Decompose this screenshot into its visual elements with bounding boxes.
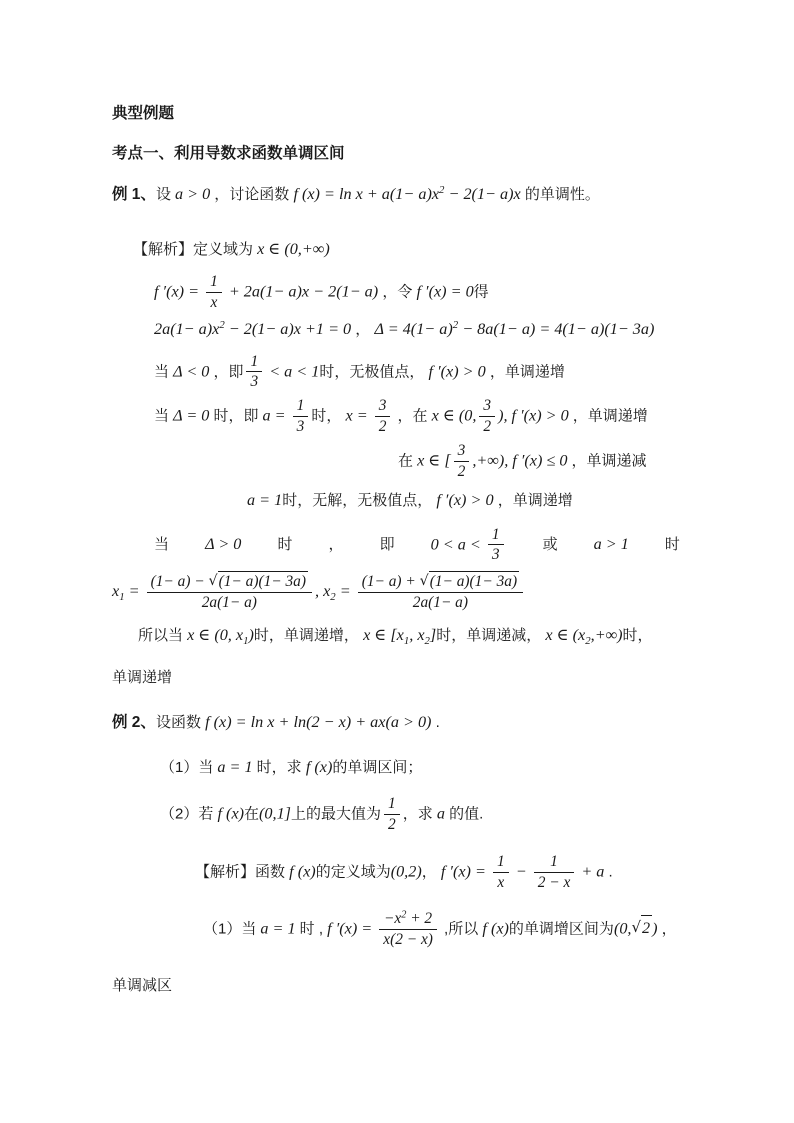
subscript: 2 [585,634,591,647]
text-run: ， [328,535,344,553]
sqrt-content [218,571,308,592]
math-run: 3 [378,397,387,415]
text-run: （1）当 [160,758,214,776]
text-run: ，单调递增 [493,491,573,509]
text-run: ， [421,863,441,881]
subscript: 1 [119,590,125,603]
math-run: f (x) = ln x + ln(2 − x) + ax(a > 0) [205,712,432,731]
math-run: (0, [613,919,632,938]
fraction-denominator [246,372,262,392]
math-run: = [335,581,355,600]
math-run: 3 [483,397,492,415]
math-run: x [210,293,218,311]
text-run: 设 [155,186,171,203]
example2-solution-domain [195,852,682,893]
math-run: f (x) [289,862,316,881]
math-run: f ′(x) = [327,919,377,938]
fraction-numerator [379,909,437,930]
math-run: 1 [388,794,396,812]
radical-sign-icon: √ [208,573,218,590]
math-run: (1− a)(1− 3a) [429,573,518,591]
subscript: 1 [403,634,410,647]
token-group [380,533,395,557]
math-run: 2 [378,418,387,436]
fraction-denominator [534,873,575,893]
sqrt-content [429,571,519,592]
math-run: f (x) [217,804,245,823]
example2-part1 [160,755,682,780]
example2-part2 [160,794,682,835]
case-a-equals-1 [247,488,682,513]
math-run: 2 [388,815,396,833]
fraction-numerator [206,272,222,293]
text-run: 的单调增区间为 [508,920,614,938]
math-run: ), f ′(x) > 0 [498,406,573,425]
math-run: Δ = 0 [169,406,214,425]
superscript: 2 [439,184,445,196]
text-run: 上的最大值为 [290,805,381,823]
fraction-numerator [488,525,504,546]
math-run: f (x) [305,757,333,776]
bold-text-run: 典型例题 [112,105,175,122]
document-body [112,102,682,998]
text-run: 所以当 [138,626,184,644]
token-group [154,533,169,557]
subscript: 1 [243,634,249,647]
sqrt-expression [209,571,308,592]
math-run: Δ < 0 [169,361,214,380]
math-run: a = 1 [247,490,283,509]
math-run: x(2 − x) [383,930,433,948]
text-run: ，令 [378,283,417,301]
math-run: 1 [491,525,500,543]
math-run: − 2(1− a)x [444,185,521,203]
text-run: 在 [398,452,414,470]
fraction-denominator [384,815,400,835]
math-run: x [112,581,120,600]
math-run: (1− a) − [150,573,209,591]
fraction-denominator [375,417,391,437]
fraction-denominator [454,462,470,482]
fraction [147,571,312,613]
math-run: 2a(1− a)x [154,319,220,338]
fraction [358,571,523,613]
subscript: 2 [330,590,336,603]
fraction [384,794,400,835]
math-run: f ′(x) > 0 [428,361,486,380]
math-run: + 2a(1− a)x − 2(1− a) [224,282,379,301]
fraction [293,396,309,437]
math-run: − 8a(1− a) = 4(1− a)(1− 3a) [458,319,655,338]
fraction [534,852,575,893]
math-run: ] [429,625,437,644]
math-run: a = [258,406,290,425]
example1-conclusion-cont [112,666,682,690]
text-run: 的值. [444,805,484,823]
bold-text-run: 例 1、 [112,186,156,203]
math-run: (1− a) + [361,573,420,591]
superscript: 2 [452,318,459,331]
math-run: 2 [483,418,492,436]
fraction-denominator [493,873,509,893]
radical-sign-icon: √ [419,573,429,590]
fraction-numerator [384,794,400,815]
fraction-numerator [534,852,575,873]
fraction [375,396,391,437]
fraction-numerator [493,852,509,873]
case-delta-zero-increase [154,396,682,437]
fraction-numerator [246,352,262,373]
fraction-denominator [293,417,309,437]
math-run: 3 [250,373,259,391]
math-run: a = 1 [213,757,257,776]
roots-x1-x2 [112,571,682,613]
token-group [329,533,344,557]
math-run: a [436,804,445,823]
fraction-denominator [358,593,523,613]
text-run: 当 [154,362,170,380]
math-run: f ′(x) = [154,282,204,301]
fraction-denominator [379,930,437,950]
fraction-denominator [147,593,312,613]
math-run: , x [409,625,425,644]
text-run: . [431,713,440,731]
example2-part1-solution [203,909,682,950]
math-run: a = 1 [256,919,300,938]
text-run: 时，无解，无极值点， [282,491,437,509]
math-run: 3 [296,418,305,436]
fraction-denominator [206,293,222,313]
sqrt-content [641,915,652,941]
token-group [665,533,680,557]
case-delta-positive [154,525,680,566]
fraction [493,852,509,893]
text-run: 当 [154,535,170,553]
math-run: − 2(1− a)x +1 = 0 [224,319,352,338]
text-run: ，在 [393,407,428,425]
math-run: x = [345,406,372,425]
math-run: Δ > 0 [205,535,242,554]
text-run: ，单调递增 [485,362,565,380]
topic-heading [112,142,682,166]
text-run: 时，无极值点， [319,362,429,380]
math-run: f (x) = ln x + a(1− a)x [293,185,440,203]
math-run: ) [248,625,254,644]
math-run: a > 1 [593,535,629,554]
math-run: 3 [491,546,500,564]
math-run: − [511,862,531,881]
math-run: ,+∞), f ′(x) ≤ 0 [472,451,572,470]
text-run: ,所以 [439,920,483,938]
math-run: (0,2) [390,862,422,881]
math-run: (1− a)(1− 3a) [218,573,306,591]
text-run: 时，求 [256,758,306,776]
math-run: + a [577,862,605,881]
fraction [479,396,495,437]
math-run: + 2 [406,910,433,927]
math-run: x ∈ (0,+∞) [253,240,330,258]
text-run: 在 [244,805,260,823]
example1-problem [112,182,682,207]
sqrt-expression [420,571,519,592]
token-group [205,532,241,557]
math-run: x ∈ (x [545,625,586,644]
fraction [206,272,222,313]
example2-solution-cont [112,974,682,998]
math-run: 3 [457,441,466,459]
fraction [454,441,470,482]
example1-derivative [154,272,682,313]
math-run: 2 [457,462,466,480]
math-run: 1 [210,273,218,290]
fraction-numerator [375,396,391,417]
text-run: 时 [664,535,680,553]
example1-conclusion [138,623,682,648]
fraction-numerator [147,571,312,593]
fraction-denominator [488,545,504,565]
text-run: ，求 [402,805,437,823]
fraction [246,352,262,393]
case-delta-negative [154,352,682,393]
math-run: 2a(1− a) [412,593,468,611]
math-run: 1 [496,853,505,871]
sqrt-expression [631,915,652,941]
text-run: 的单调区间； [332,758,423,776]
text-run: （2）若 [160,805,218,823]
text-run: 得 [473,283,489,301]
math-run: 0 < a < [430,534,485,553]
token-group [594,532,629,557]
math-run: < a < 1 [265,361,320,380]
math-run: Δ = 4(1− a) [374,319,453,338]
math-run: 2a(1− a) [201,593,257,611]
text-run: ，单调递减 [571,452,647,470]
math-run: 1 [296,397,305,415]
subscript: 2 [424,634,430,647]
math-run: f ′(x) = [440,862,490,881]
math-run: x ∈ (0, [427,406,477,425]
text-run: 当 [154,407,170,425]
token-group [543,533,558,557]
math-run: ,+∞) [590,625,623,644]
example2-problem [112,710,682,735]
math-run: 1 [550,853,558,871]
text-run: ，讨论函数 [214,186,294,203]
superscript: 2 [401,909,407,921]
math-run: , x [314,581,331,600]
text-run: 的定义域为 [315,863,391,881]
text-run: 单调减区 [112,976,173,994]
fraction-numerator [454,441,470,462]
fraction-numerator [479,396,495,417]
text-run: 时，即 [213,407,259,425]
bold-text-run: 例 2、 [112,713,156,731]
example1-solution-domain [133,237,682,262]
radical-sign-icon: √ [631,918,642,937]
bold-text-run: 考点一、利用导数求函数单调区间 [112,145,345,162]
math-run: x [497,874,505,892]
text-run: 时，单调递增， [253,626,364,644]
text-run: 即 [379,535,395,553]
math-run: x ∈ [x [363,625,404,644]
text-run: ，即 [213,362,244,380]
math-run: (0,1] [259,804,291,823]
text-run: 单调递增 [112,668,173,686]
math-run: f ′(x) > 0 [436,490,494,509]
text-run: 时，单调递减， [436,626,546,644]
title-typical-examples [112,102,682,126]
math-run: 1 [250,352,259,370]
text-run: 时 [277,535,293,553]
text-run: 或 [542,535,558,553]
fraction-numerator [293,396,309,417]
fraction-numerator [358,571,523,593]
text-run: 时， [622,626,653,644]
superscript: 2 [219,318,225,331]
text-run: 时， [311,407,346,425]
fraction-denominator [479,417,495,437]
math-run: 2 [642,919,651,938]
fraction [488,525,504,566]
math-run: ) [652,919,658,938]
text-run: . [604,863,613,881]
text-run: ， [657,920,677,938]
math-run: 2 − x [537,874,571,892]
math-run: = [124,581,144,600]
math-run: a > 0 [170,185,215,203]
math-run: f (x) [482,919,509,938]
text-run: ， [351,320,375,338]
text-run: 设函数 [155,713,206,731]
fraction [379,909,437,950]
case-delta-zero-decrease [398,441,682,482]
text-run: 【解析】函数 [195,863,290,881]
text-run: 时 , [299,920,328,938]
text-run: 【解析】定义域为 [133,241,254,258]
math-run: −x [384,910,402,927]
example1-quadratic-discriminant [154,317,682,342]
text-run: 的单调性。 [520,186,600,203]
text-run: ，单调递增 [572,407,648,425]
token-group [431,525,507,566]
math-run: f ′(x) = 0 [416,282,474,301]
token-group [277,533,292,557]
math-run: x ∈ (0, x [183,625,244,644]
text-run: （1）当 [203,920,257,938]
math-run: x ∈ [ [413,451,451,470]
